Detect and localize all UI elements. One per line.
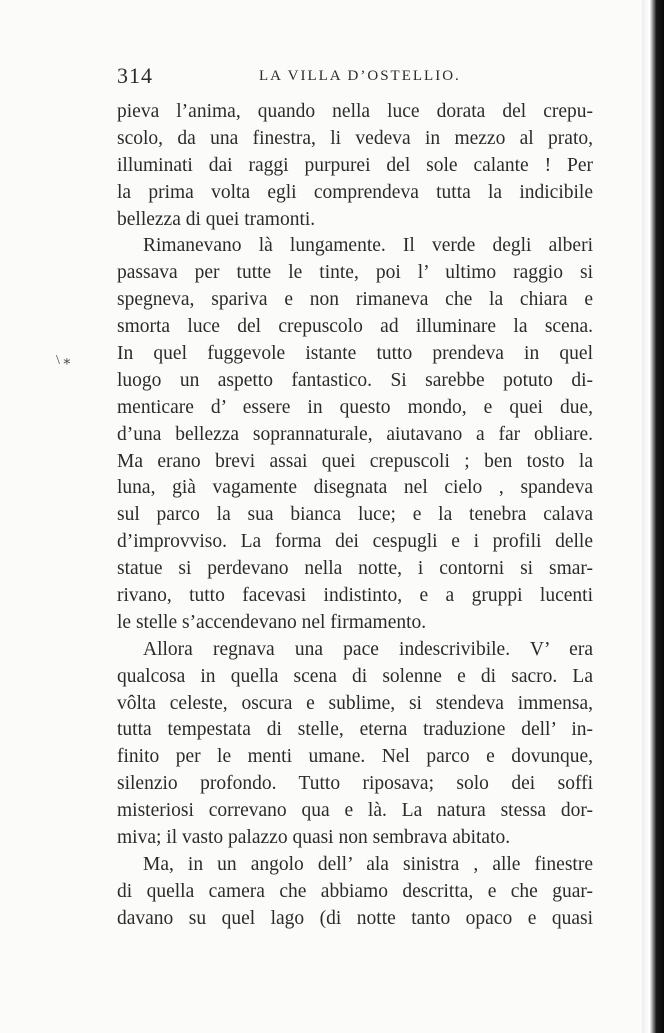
text-line: Rimanevano là lungamente. Il verde degli alberi xyxy=(143,235,593,257)
text-line: d’improvviso. La forma dei cespugli e i profili delle xyxy=(117,531,593,553)
text-line: la prima volta egli comprendeva tutta la indicibile xyxy=(117,181,593,203)
text-line: misteriosi correvano qua e là. La natura stessa dor- xyxy=(117,800,593,822)
page-header xyxy=(117,63,597,93)
text-line: In quel fuggevole istante tutto prendeva in quel xyxy=(117,343,593,365)
text-line: sul parco la sua bianca luce; e la tenebra calava xyxy=(117,504,593,526)
running-title: LA VILLA D’OSTELLIO. xyxy=(259,68,461,84)
text-line: menticare d’ essere in questo mondo, e quei due, xyxy=(117,396,593,418)
text-line: scolo, da una finestra, li vedeva in mezzo al prato, xyxy=(117,127,593,149)
text-line: davano su quel lago (di notte tanto opaco e quasi xyxy=(117,907,593,929)
text-line: illuminati dai raggi purpurei del sole calante ! Per xyxy=(117,154,593,176)
text-line: Ma, in un angolo dell’ ala sinistra , alle finestre xyxy=(143,853,593,875)
text-line: spegneva, spariva e non rimaneva che la chiara e xyxy=(117,289,593,311)
text-line: bellezza di quei tramonti. xyxy=(117,208,316,230)
text-line: luna, già vagamente disegnata nel cielo , spandeva xyxy=(117,477,593,499)
text-line: silenzio profondo. Tutto riposava; solo dei soffi xyxy=(117,773,593,795)
page-number: 314 xyxy=(117,63,153,88)
margin-pencil-mark: \ ⁎ xyxy=(56,353,71,368)
body-text xyxy=(117,99,593,933)
text-line: di quella camera che abbiamo descritta, e che guar- xyxy=(117,880,593,902)
text-line: miva; il vasto palazzo quasi non sembrava abitato. xyxy=(117,827,511,849)
text-line: tutta tempestata di stelle, eterna traduzione dell’ in- xyxy=(117,719,593,741)
text-line: d’una bellezza soprannaturale, aiutavano a far obliare. xyxy=(117,423,593,445)
text-line: passava per tutte le tinte, poi l’ ultimo raggio si xyxy=(117,262,593,284)
text-line: statue si perdevano nella notte, i contorni si smar- xyxy=(117,558,593,580)
text-line: qualcosa in quella scena di solenne e di sacro. La xyxy=(117,665,593,687)
text-line: finito per le menti umane. Nel parco e dovunque, xyxy=(117,746,593,768)
text-line: Allora regnava una pace indescrivibile. V’ era xyxy=(143,638,593,660)
page-edge-shadow xyxy=(642,0,664,1033)
text-line: luogo un aspetto fantastico. Si sarebbe potuto di- xyxy=(117,369,593,391)
text-line: rivano, tutto facevasi indistinto, e a gruppi lucenti xyxy=(117,585,593,607)
text-line: le stelle s’accendevano nel firmamento. xyxy=(117,611,427,633)
text-line: vôlta celeste, oscura e sublime, si stendeva immensa, xyxy=(117,692,593,714)
text-line: Ma erano brevi assai quei crepuscoli ; ben tosto la xyxy=(117,450,593,472)
text-line: smorta luce del crepuscolo ad illuminare la scena. xyxy=(117,316,593,338)
text-line: pieva l’anima, quando nella luce dorata del crepu- xyxy=(117,101,593,122)
